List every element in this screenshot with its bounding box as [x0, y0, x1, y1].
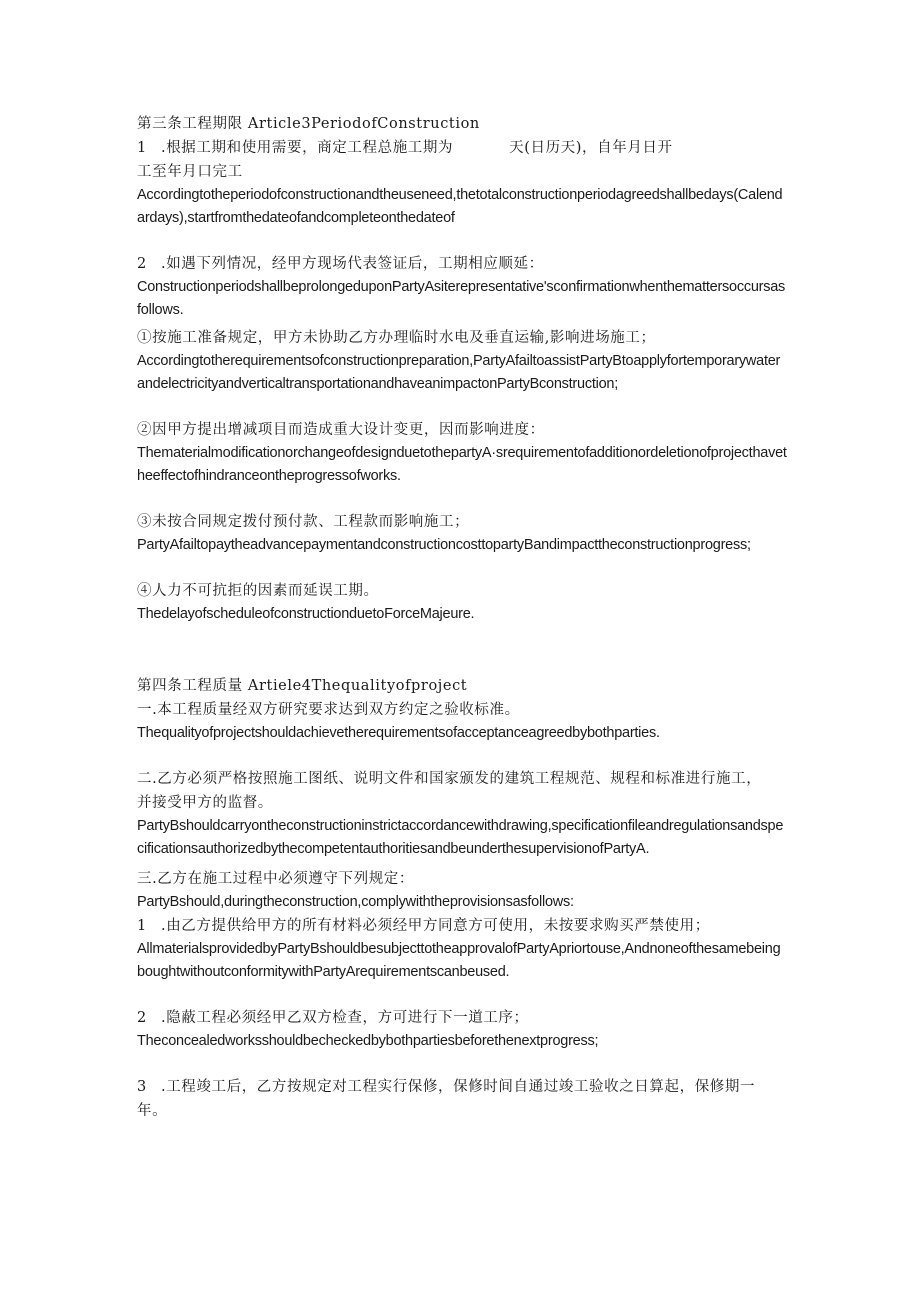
sub3-zh-text: .工程竣工后，乙方按规定对工程实行保修，保修时间自通过竣工验收之日算起，保修期一 — [161, 1079, 756, 1095]
article4-item2-en: PartyBshouldcarryontheconstructioninstrictaccordancewithdrawing,specificationfileandregulationsandspecificationsauthorizedbythecompetentauthoritiesandbeunderthesupervisionofPartyA. — [137, 818, 784, 857]
item1-zh-part1: .根据工期和使用需要，商定工程总施工期为 — [161, 140, 454, 156]
item-number: 2 — [137, 1010, 147, 1026]
case1-zh: ①按施工准备规定，甲方未协助乙方办理临时水电及垂直运输,影响进场施工； — [137, 330, 656, 346]
case2-en: ThematerialmodificationorchangeofdesignduetothepartyA·srequirementofadditionordeletionofprojecthavetheeffectofhindranceontheprogressofworks. — [137, 445, 787, 484]
article4-item2-zh-line1: 二.乙方必须严格按照施工图纸、说明文件和国家颁发的建筑工程规范、规程和标准进行施工， — [137, 771, 762, 787]
item2-zh-text: .如遇下列情况，经甲方现场代表签证后，工期相应顺延： — [161, 256, 544, 272]
article3-item1-zh-line2: 工至年月口完工 — [137, 164, 243, 180]
article4-heading: 第四条工程质量 Artiele4Thequalityofproject — [137, 678, 468, 694]
article3-heading: 第三条工程期限 Article3PeriodofConstruction — [137, 116, 480, 132]
sub1-zh-text: .由乙方提供给甲方的所有材料必须经甲方同意方可使用，未按要求购买严禁使用； — [161, 918, 710, 934]
article3-item2-en: ConstructionperiodshallbeprolongeduponPartyAsiterepresentative'sconfirmationwhenthemattersoccursasfollows. — [137, 279, 786, 318]
article3-item2-zh — [137, 252, 787, 276]
case3-en: PartyAfailtopaytheadvancepaymentandconstructioncosttopartyBandimpacttheconstructionprogress; — [137, 537, 751, 553]
article4-item3-en: PartyBshould,duringtheconstruction,complywiththeprovisionsasfollows: — [137, 894, 574, 910]
contract-page — [137, 112, 787, 1123]
sub2-en: Theconcealedworksshouldbecheckedbybothpartiesbeforethenextprogress; — [137, 1033, 599, 1049]
article3-item1-en: Accordingtotheperiodofconstructionandtheuseneed,thetotalconstructionperiodagreedshallbedays(Calendardays),startfromthedateofandcompleteonthedateof — [137, 187, 783, 226]
case1-en: Accordingtotherequirementsofconstructionpreparation,PartyAfailtoassistPartyBtoapplyfortemporarywaterandelectricityandverticaltransportationandhaveanimpactonPartyBconstruction; — [137, 353, 781, 392]
article3-item1-zh — [137, 136, 787, 160]
sub1-zh — [137, 914, 787, 938]
case4-zh: ④人力不可抗拒的因素而延误工期。 — [137, 583, 379, 599]
item1-zh-part2: 天(日历天)，自年月日开 — [509, 140, 673, 156]
item-number: 1 — [137, 140, 147, 156]
case2-zh: ②因甲方提出增减项目而造成重大设计变更，因而影响进度： — [137, 422, 545, 438]
item-number: 3 — [137, 1079, 147, 1095]
article4-item2-zh-line2: 并接受甲方的监督。 — [137, 795, 273, 811]
article4-item1-zh: 一.本工程质量经双方研究要求达到双方约定之验收标准。 — [137, 702, 520, 718]
case4-en: ThedelayofscheduleofconstructionduetoForceMajeure. — [137, 606, 475, 622]
sub2-zh-text: .隐蔽工程必须经甲乙双方检查，方可进行下一道工序； — [161, 1010, 529, 1026]
sub3-zh — [137, 1075, 787, 1099]
item-number: 2 — [137, 256, 147, 272]
sub2-zh — [137, 1006, 787, 1030]
article4-item3-zh: 三.乙方在施工过程中必须遵守下列规定： — [137, 871, 415, 887]
sub3-zh-line2: 年。 — [137, 1103, 168, 1119]
case3-zh: ③未按合同规定拨付预付款、工程款而影响施工； — [137, 514, 470, 530]
sub1-en: AllmaterialsprovidedbyPartyBshouldbesubjecttotheapprovalofPartyApriortouse,AndnoneofthesamebeingboughtwithoutconformitywithPartyArequirementscanbeused. — [137, 941, 781, 980]
item-number: 1 — [137, 918, 147, 934]
article4-item1-en: Thequalityofprojectshouldachievetherequirementsofacceptanceagreedbybothparties. — [137, 725, 660, 741]
